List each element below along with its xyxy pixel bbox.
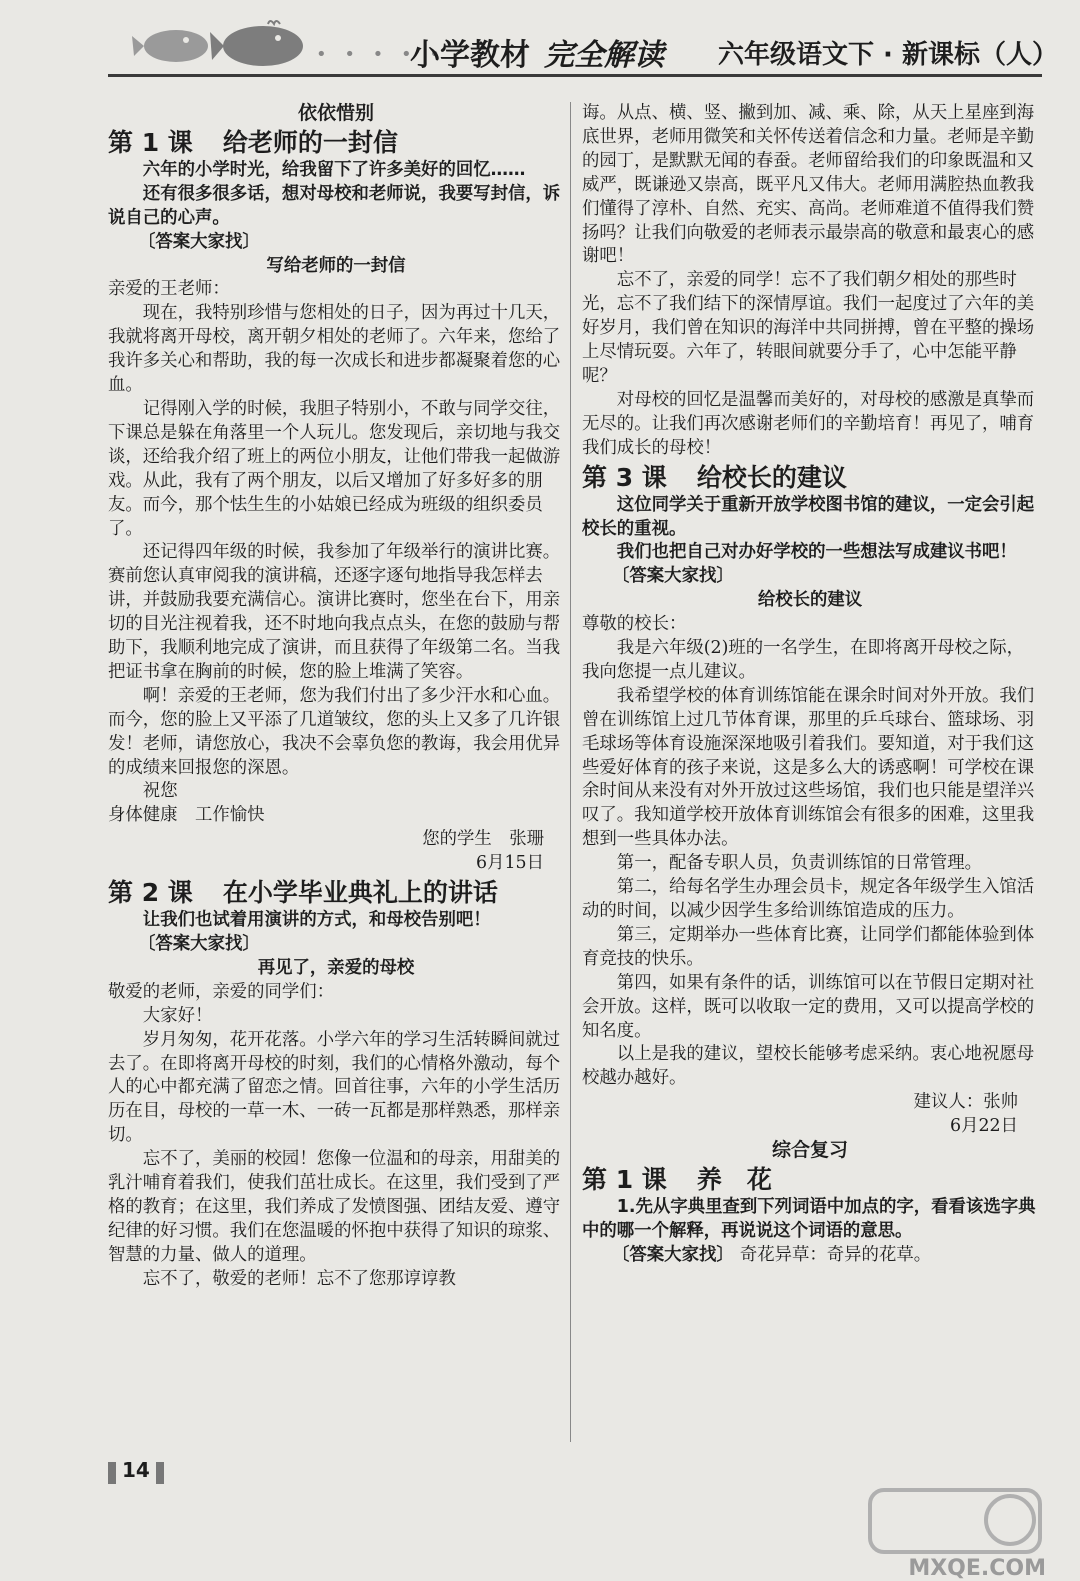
- watermark: [860, 1484, 1060, 1580]
- letter-wish-line: 身体健康 工作愉快: [108, 805, 265, 826]
- speech-greeting: 敬爱的老师，亲爱的同学们：: [108, 981, 335, 1002]
- lesson-title: 养 花: [696, 1164, 772, 1194]
- essay-title: 再见了，亲爱的母校: [257, 957, 415, 978]
- paragraph: 第二，给每名学生办理会员卡，规定各年级学生入馆活动的时间，以减少因学生多给训练馆造成的压力。: [582, 877, 1035, 921]
- footer-bar-left: [108, 1462, 116, 1484]
- answer-line: [612, 1244, 1038, 1268]
- paragraph: 啊！亲爱的王老师，您为我们付出了多少汗水和心血。而今，您的脸上又平添了几道皱纹，您的头上又多了几许银发！老师，请您放心，我决不会辜负您的教诲，我会用优异的成绩来回报您的深恩。: [108, 685, 561, 778]
- lesson-number: 第 1 课: [108, 127, 193, 157]
- suggestion-date: 6月22日: [950, 1116, 1018, 1137]
- letter-date: 6月15日: [476, 853, 544, 874]
- suggestion-greeting: 尊敬的校长：: [582, 614, 687, 635]
- lesson-intro: 还有很多很多话，想对母校和老师说，我要写封信，诉说自己的心声。: [108, 183, 561, 228]
- lesson-heading: [108, 126, 564, 159]
- paragraph: 忘不了，亲爱的同学！忘不了我们朝夕相处的那些时光，忘不了我们结下的深情厚谊。我们一起度过了六年的美好岁月，我们曾在知识的海洋中共同拼搏，曾在平整的操场上尽情玩耍。六年了，转眼间就要分手了，心中怎能平静呢？: [582, 270, 1035, 386]
- exercise-question: 1.先从字典里查到下列词语中加点的字，看看该选字典中的哪一个解释，再说说这个词语的意思。: [582, 1196, 1036, 1241]
- paragraph: 对母校的回忆是温馨而美好的，对母校的感激是真挚而无尽的。让我们再次感谢老师们的辛勤培育！再见了，哺育我们成长的母校！: [582, 389, 1035, 458]
- paragraph: 岁月匆匆，花开花落。小学六年的学习生活转瞬间就过去了。在即将离开母校的时刻，我们的心情格外激动，每个人的心中都充满了留恋之情。回首往事，六年的小学生活历历在目，母校的一草一木、一砖一瓦都是那样熟悉，那样亲切。: [108, 1029, 561, 1146]
- lesson-title: 在小学毕业典礼上的讲话: [222, 878, 498, 908]
- paragraph: 忘不了，敬爱的老师！忘不了您那谆谆教: [142, 1268, 456, 1289]
- page-number: 14: [122, 1458, 150, 1482]
- letter-signature: 您的学生 张珊: [422, 829, 544, 850]
- unit-title: 依依惜别: [297, 102, 374, 124]
- page-header: [0, 0, 1080, 90]
- answer-text: 奇花异草：奇异的花草。: [739, 1244, 932, 1265]
- essay-title: 写给老师的一封信: [266, 255, 406, 276]
- answer-tag: 〔答案大家找〕: [138, 231, 260, 252]
- lesson-number: 第 2 课: [108, 878, 193, 908]
- suggestion-signature: 建议人：张帅: [913, 1092, 1018, 1113]
- column-divider: [570, 102, 571, 1442]
- paragraph: 现在，我特别珍惜与您相处的日子，因为再过十几天，我就将离开母校，离开朝夕相处的老师了。六年来，您给了我许多关心和帮助，我的每一次成长和进步都凝聚着您的心血。: [108, 303, 561, 396]
- essay-title: 给校长的建议: [757, 590, 863, 611]
- paragraph: 诲。从点、横、竖、撇到加、减、乘、除，从天上星座到海底世界，老师用微笑和关怀传送着信念和力量。老师是辛勤的园丁，是默默无闻的春蚕。老师留给我们的印象既温和又威严，既谦逊又崇高，既平凡又伟大。老师用满腔热血教我们懂得了淳朴、自然、充实、高尚。老师难道不值得我们赞扬吗？让我们向敬爱的老师表示最崇高的敬意和最衷心的感谢吧！: [582, 103, 1035, 267]
- paragraph: 忘不了，美丽的校园！您像一位温和的母亲，用甜美的乳汁哺育着我们，使我们茁壮成长。在这里，我们受到了严格的教育；在这里，我们养成了发愤图强、团结友爱、遵守纪律的好习惯。我们在您温暖的怀抱中获得了知识的琼浆、智慧的力量、做人的道理。: [108, 1149, 561, 1265]
- brand-part2: 完全解读: [544, 38, 664, 73]
- lesson-heading: [108, 876, 564, 909]
- lesson-title: 给老师的一封信: [222, 127, 398, 157]
- lesson-intro: 这位同学关于重新开放学校图书馆的建议，一定会引起校长的重视。: [582, 494, 1035, 539]
- grade-label: 六年级语文下 · 新课标（人）: [718, 40, 1058, 70]
- answer-tag: 〔答案大家找〕: [612, 1244, 734, 1265]
- header-divider: [108, 74, 1042, 77]
- lesson-number: 第 3 课: [582, 462, 667, 492]
- watermark-text: MXQE.COM: [908, 1556, 1046, 1581]
- page-footer: [108, 1458, 164, 1484]
- answer-tag: 〔答案大家找〕: [138, 934, 260, 954]
- footer-bar-right: [156, 1462, 164, 1484]
- lesson-title: 给校长的建议: [696, 462, 847, 492]
- book-brand: [410, 30, 664, 74]
- answer-tag: 〔答案大家找〕: [612, 566, 734, 587]
- review-title: 综合复习: [771, 1139, 848, 1162]
- whale-logo-icon: [128, 18, 328, 68]
- lesson-intro: 我们也把自己对办好学校的一些想法写成建议书吧！: [616, 542, 1017, 563]
- paragraph: 我是六年级(2)班的一名学生，在即将离开母校之际，我向您提一点儿建议。: [582, 638, 1025, 682]
- lesson-intro: 六年的小学时光，给我留下了许多美好的回忆……: [142, 159, 526, 180]
- paragraph: 第四，如果有条件的话，训练馆可以在节假日定期对社会开放。这样，既可以收取一定的费用，又可以提高学校的知名度。: [582, 972, 1035, 1041]
- letter-greeting: 亲爱的王老师：: [108, 279, 230, 300]
- lesson-heading: [582, 1163, 1038, 1196]
- right-column: [582, 102, 1038, 1268]
- header-dots: • • • • •: [316, 44, 446, 65]
- paragraph: 以上是我的建议，望校长能够考虑采纳。衷心地祝愿母校越办越好。: [582, 1044, 1035, 1089]
- paragraph: 我希望学校的体育训练馆能在课余时间对外开放。我们曾在训练馆上过几节体育课，那里的乒乓球台、篮球场、羽毛球场等体育设施深深地吸引着我们。要知道，对于我们这些爱好体育的孩子来说，这是多么大的诱惑啊！可学校在课余时间从来没有对外开放过这些场馆，我们也只能是望洋兴叹了。我知道学校开放体育训练馆会有很多的困难，这里我想到一些具体办法。: [582, 685, 1035, 850]
- paragraph: 第三，定期举办一些体育比赛，让同学们都能体验到体育竞技的快乐。: [582, 924, 1035, 969]
- lesson-heading: [582, 461, 1038, 494]
- paragraph: 还记得四年级的时候，我参加了年级举行的演讲比赛。赛前您认真审阅我的演讲稿，还逐字逐句地指导我怎样去讲，并鼓励我要充满信心。演讲比赛时，您坐在台下，用亲切的目光注视着我，还不时地向我点点头，在您的鼓励与帮助下，我顺利地完成了演讲，而且获得了年级第二名。当我把证书拿在胸前的时候，您的脸上堆满了笑容。: [108, 542, 561, 682]
- letter-wish: 祝您: [142, 781, 178, 802]
- brand-part1: 小学教材: [410, 38, 530, 73]
- paragraph: 第一，配备专职人员，负责训练馆的日常管理。: [616, 853, 983, 874]
- speech-hello: 大家好！: [142, 1005, 213, 1026]
- lesson-number: 第 1 课: [582, 1164, 667, 1194]
- left-column: [108, 102, 564, 1292]
- lesson-intro: 让我们也试着用演讲的方式，和母校告别吧！: [142, 910, 491, 931]
- paragraph: 记得刚入学的时候，我胆子特别小，不敢与同学交往，下课总是躲在角落里一个人玩儿。您发现后，亲切地与我交谈，还给我介绍了班上的两位小朋友，让他们带我一起做游戏。从此，我有了两个朋友，以后又增加了好多好多的朋友。而今，那个怯生生的小姑娘已经成为班级的组织委员了。: [108, 398, 561, 539]
